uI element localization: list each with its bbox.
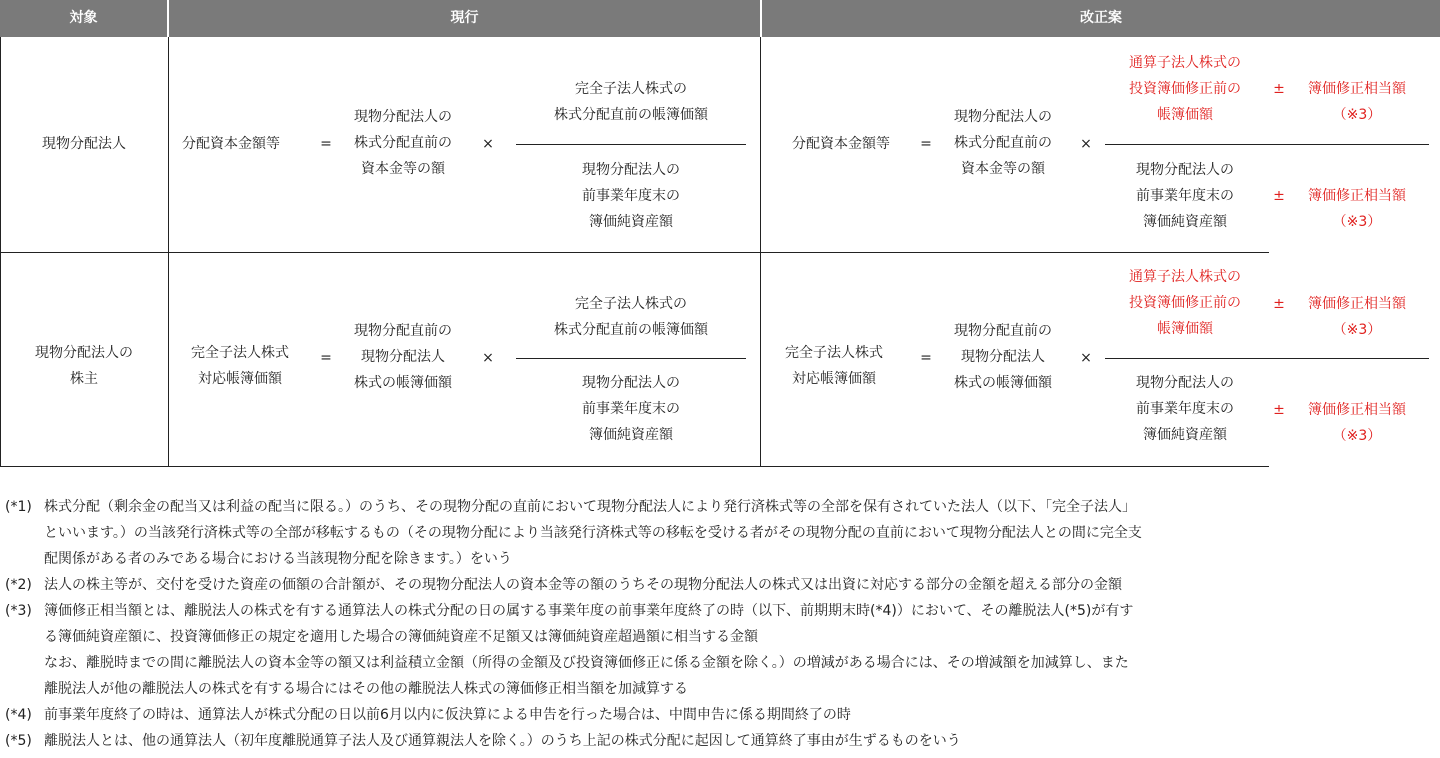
footnote-text: 株式分配（剰余金の配当又は利益の配当に限る。）のうち、その現物分配の直前において現物分配法人により発行済株式等の全部を保有されていた法人（以下、「完全子法人」 といいます。）の当該発行済株式等の全部が移転するもの（その現物分配により当該発行済株式等の移転を受ける者がその現物分配の直前において現物分配法人との間に完全支 配関係がある者のみである場合における当該現物分配を除きます。）をいう xyxy=(44,499,1142,567)
row2-current-denominator: 現物分配法人の 前事業年度末の 簿価純資産額 xyxy=(582,375,680,443)
row2-current-numerator: 完全子法人株式の 株式分配直前の帳簿価額 xyxy=(554,296,708,338)
row1-subject: 現物分配法人 xyxy=(42,136,126,152)
row1-current-times: × xyxy=(482,136,494,152)
grid-bottom xyxy=(0,466,1269,467)
row2-proposed-den-adj: 簿価修正相当額 （※3） xyxy=(1308,402,1406,444)
row2-proposed-times: × xyxy=(1080,350,1092,366)
row1-current-eq: = xyxy=(320,136,332,152)
header-current: 現行 xyxy=(169,0,760,37)
row1-proposed-num-pm: ± xyxy=(1273,81,1285,97)
row1-proposed-num-adj: 簿価修正相当額 （※3） xyxy=(1308,81,1406,123)
row1-proposed-factor: 現物分配法人の 株式分配直前の 資本金等の額 xyxy=(954,109,1052,177)
row1-current-denominator: 現物分配法人の 前事業年度末の 簿価純資産額 xyxy=(582,162,680,230)
footnote-2 xyxy=(5,572,1142,598)
row1-proposed-denominator: 現物分配法人の 前事業年度末の 簿価純資産額 xyxy=(1136,162,1234,230)
footnote-text: 離脱法人とは、他の通算法人（初年度離脱通算子法人及び通算親法人を除く。）のうち上記の株式分配に起因して通算終了事由が生ずるものをいう xyxy=(44,733,961,749)
row2-subject: 現物分配法人の 株主 xyxy=(35,345,133,387)
row2-proposed-numerator: 通算子法人株式の 投資簿価修正前の 帳簿価額 xyxy=(1129,269,1241,337)
row1-current-fraction-bar xyxy=(516,144,746,145)
row1-proposed-den-pm: ± xyxy=(1273,188,1285,204)
row2-proposed-num-adj: 簿価修正相当額 （※3） xyxy=(1308,296,1406,338)
row1-current-factor: 現物分配法人の 株式分配直前の 資本金等の額 xyxy=(354,109,452,177)
footnote-4 xyxy=(5,702,1142,728)
row1-current-lhs: 分配資本金額等 xyxy=(182,136,280,152)
row2-current-fraction-bar xyxy=(516,358,746,359)
row2-current-eq: = xyxy=(320,350,332,366)
footnote-text: 法人の株主等が、交付を受けた資産の価額の合計額が、その現物分配法人の資本金等の額のうちその現物分配法人の株式又は出資に対応する部分の金額を超える部分の金額 xyxy=(44,577,1122,593)
row2-proposed-lhs: 完全子法人株式 対応帳簿価額 xyxy=(785,345,883,387)
row1-proposed-den-adj: 簿価修正相当額 （※3） xyxy=(1308,188,1406,230)
row1-proposed-lhs: 分配資本金額等 xyxy=(792,136,890,152)
row2-proposed-num-pm: ± xyxy=(1273,296,1285,312)
footnotes xyxy=(5,494,1142,754)
row2-proposed-eq: = xyxy=(920,350,932,366)
row2-proposed-denominator: 現物分配法人の 前事業年度末の 簿価純資産額 xyxy=(1136,375,1234,443)
row1-current-numerator: 完全子法人株式の 株式分配直前の帳簿価額 xyxy=(554,81,708,123)
row2-proposed-den-pm: ± xyxy=(1273,402,1285,418)
footnote-text: 前事業年度終了の時は、通算法人が株式分配の日以前6月以内に仮決算による申告を行った場合は、中間申告に係る期間終了の時 xyxy=(44,707,851,723)
row1-proposed-numerator: 通算子法人株式の 投資簿価修正前の 帳簿価額 xyxy=(1129,55,1241,123)
row1-proposed-times: × xyxy=(1080,136,1092,152)
grid-row-divider xyxy=(0,252,1269,253)
row1-proposed-eq: = xyxy=(920,136,932,152)
row2-proposed-fraction-bar xyxy=(1105,358,1429,359)
row2-proposed-factor: 現物分配直前の 現物分配法人 株式の帳簿価額 xyxy=(954,323,1052,391)
footnote-3 xyxy=(5,598,1142,702)
footnote-text: 簿価修正相当額とは、離脱法人の株式を有する通算法人の株式分配の日の属する事業年度の前事業年度終了の時（以下、前期期末時(*4)）において、その離脱法人(*5)が有す る簿価純資産額に、投資簿価修正の規定を適用した場合の簿価純資産不足額又は簿価純資産超過額に相当する金額 なお、離脱時までの間に離脱法人の資本金等の額又は利益積立金額（所得の金額及び投資簿価修正に係る金額を除く。）の増減がある場合には、その増減額を加減算し、また 離脱法人が他の離脱法人の株式を有する場合にはその他の離脱法人株式の簿価修正相当額を加減算する xyxy=(44,603,1134,697)
footnote-1 xyxy=(5,494,1142,572)
footnote-mark: (*5) xyxy=(5,733,32,749)
footnote-mark: (*4) xyxy=(5,707,32,723)
footnote-mark: (*3) xyxy=(5,603,32,619)
footnote-5 xyxy=(5,728,1142,754)
header-subject: 対象 xyxy=(0,0,167,37)
row2-current-times: × xyxy=(482,350,494,366)
header-proposed: 改正案 xyxy=(762,0,1440,37)
row2-current-lhs: 完全子法人株式 対応帳簿価額 xyxy=(191,345,289,387)
footnote-mark: (*2) xyxy=(5,577,32,593)
row2-current-factor: 現物分配直前の 現物分配法人 株式の帳簿価額 xyxy=(354,323,452,391)
row1-proposed-fraction-bar xyxy=(1105,144,1429,145)
footnote-mark: (*1) xyxy=(5,499,32,515)
